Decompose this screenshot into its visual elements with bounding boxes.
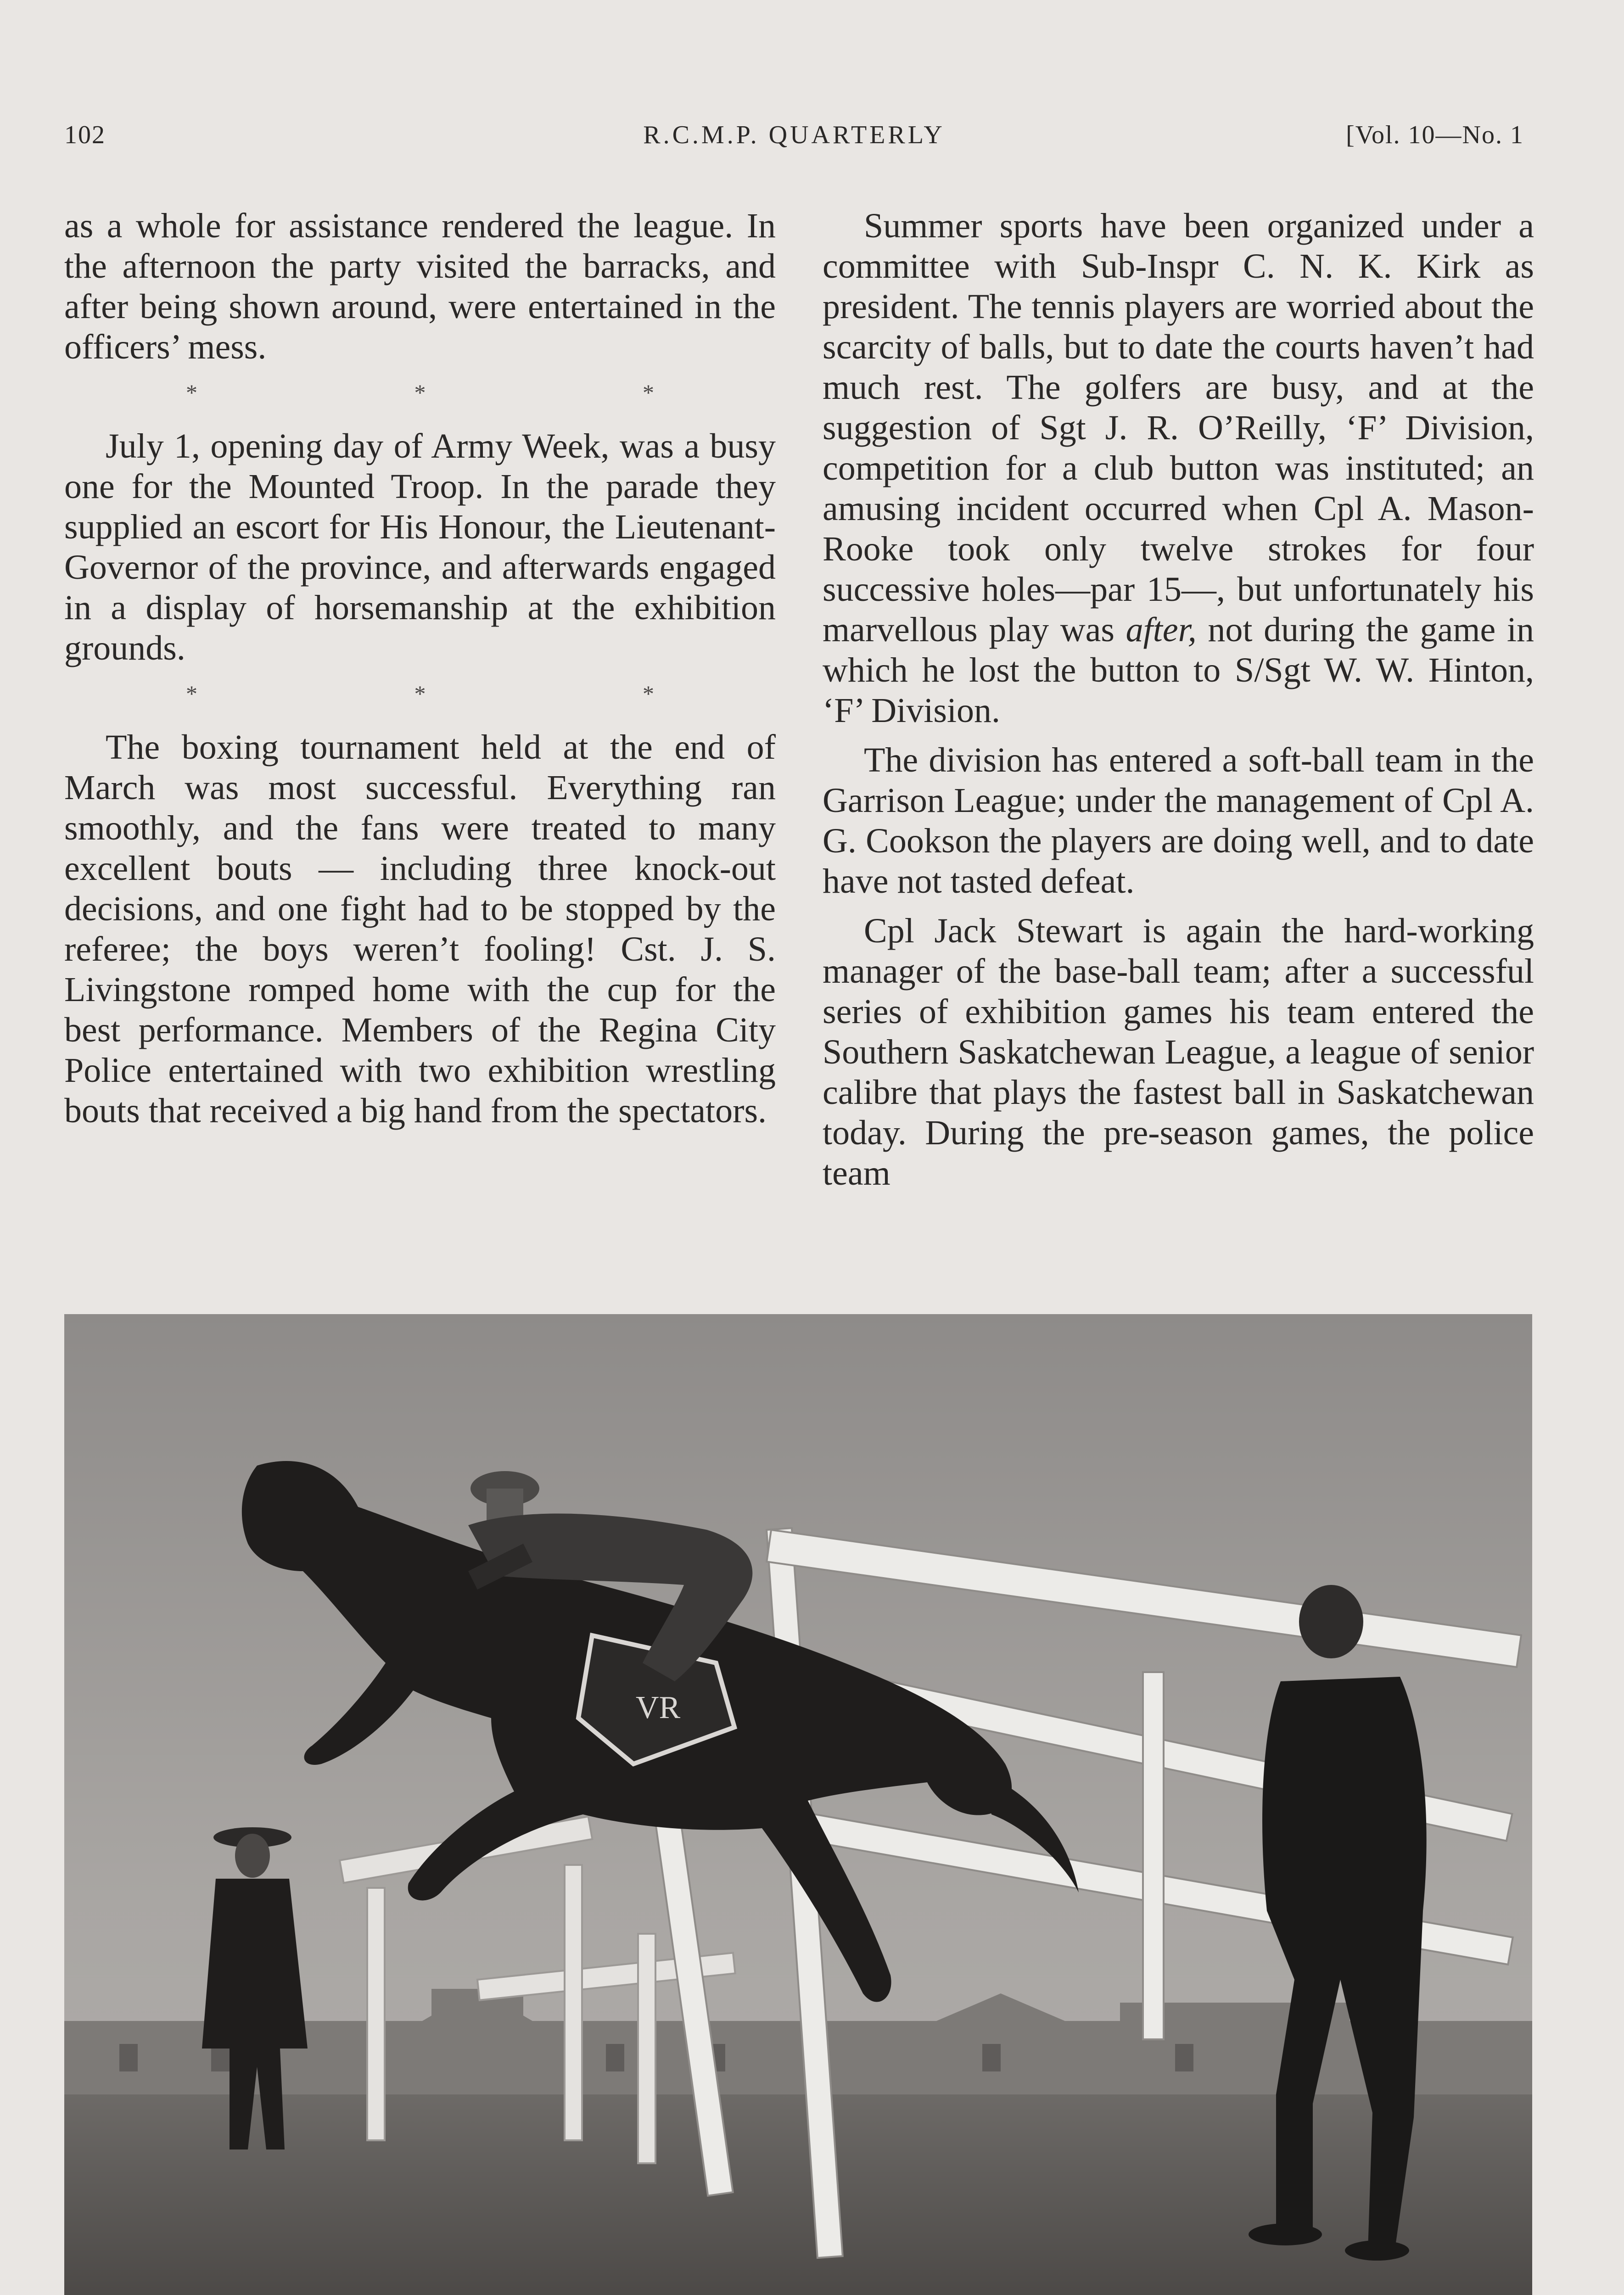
- journal-title: R.C.M.P. QUARTERLY: [643, 121, 945, 149]
- page-number: 102: [64, 121, 106, 149]
- svg-text:VR: VR: [636, 1690, 681, 1725]
- left-paragraph-army-week: July 1, opening day of Army Week, was a busy one for the Mounted Troop. In the parade they supplied an escort for His Honour, the Lieutenant-Governor of the province, and afterwards engaged in a display of horsemanship at the exhibition grounds.: [64, 427, 776, 667]
- right-paragraph-summer-sports: [823, 206, 1534, 731]
- right-paragraph-baseball: Cpl Jack Stewart is again the hard-working manager of the base-ball team; after a successful series of exhibition games his team entered the Southern Saskatchewan League, a league of senior calibre that plays the fastest ball in Saskatchewan today. During the pre-season games, the police team: [823, 912, 1534, 1192]
- section-separator: * * *: [186, 380, 760, 405]
- right-paragraph-softball: The division has entered a soft-ball team in the Garrison League; under the management of Cpl A. G. Cookson the players are doing well, and to date have not tasted defeat.: [823, 741, 1534, 901]
- photo-illustration: [64, 1314, 1532, 2295]
- volume-issue: [Vol. 10—No. 1: [1346, 121, 1524, 149]
- italic-text: after,: [1126, 610, 1197, 649]
- left-paragraph-1: as a whole for assistance rendered the league. In the afternoon the party visited the barracks, and after being shown around, were entertained in the officers’ mess.: [64, 207, 776, 366]
- right-column: [823, 206, 1534, 1203]
- text-run: Summer sports have been organized under a committee with Sub-Inspr C. N. K. Kirk as president. The tennis players are worried about the scarcity of balls, but to date the courts haven’t had much rest. The golfers are busy, and at the suggestion of Sgt J. R. O’Reilly, ‘F’ Division, competition for a club button was instituted; an amusing incident occurred when Cpl A. Mason-Rooke took only twelve strokes for four successive holes—par 15—, but unfortunately his marvellous play was: [823, 207, 1534, 649]
- left-paragraph-boxing: The boxing tournament held at the end of March was most successful. Everything ran smoothly, and the fans were treated to many excellent bouts — including three knock-out decisions, and one fight had to be stopped by the referee; the boys weren’t fooling! Cst. J. S. Livingstone romped home with the cup for the best performance. Members of the Regina City Police entertained with two exhibition wrestling bouts that received a big hand from the spectators.: [64, 728, 776, 1130]
- section-separator: * * *: [186, 681, 760, 706]
- running-header: [64, 120, 1524, 157]
- text-run: not during the game in which he lost the button to S/Sgt W. W. Hinton, ‘F’ Division.: [823, 610, 1534, 730]
- left-column: [64, 206, 776, 1140]
- horse-jump-photograph: [64, 1314, 1532, 2295]
